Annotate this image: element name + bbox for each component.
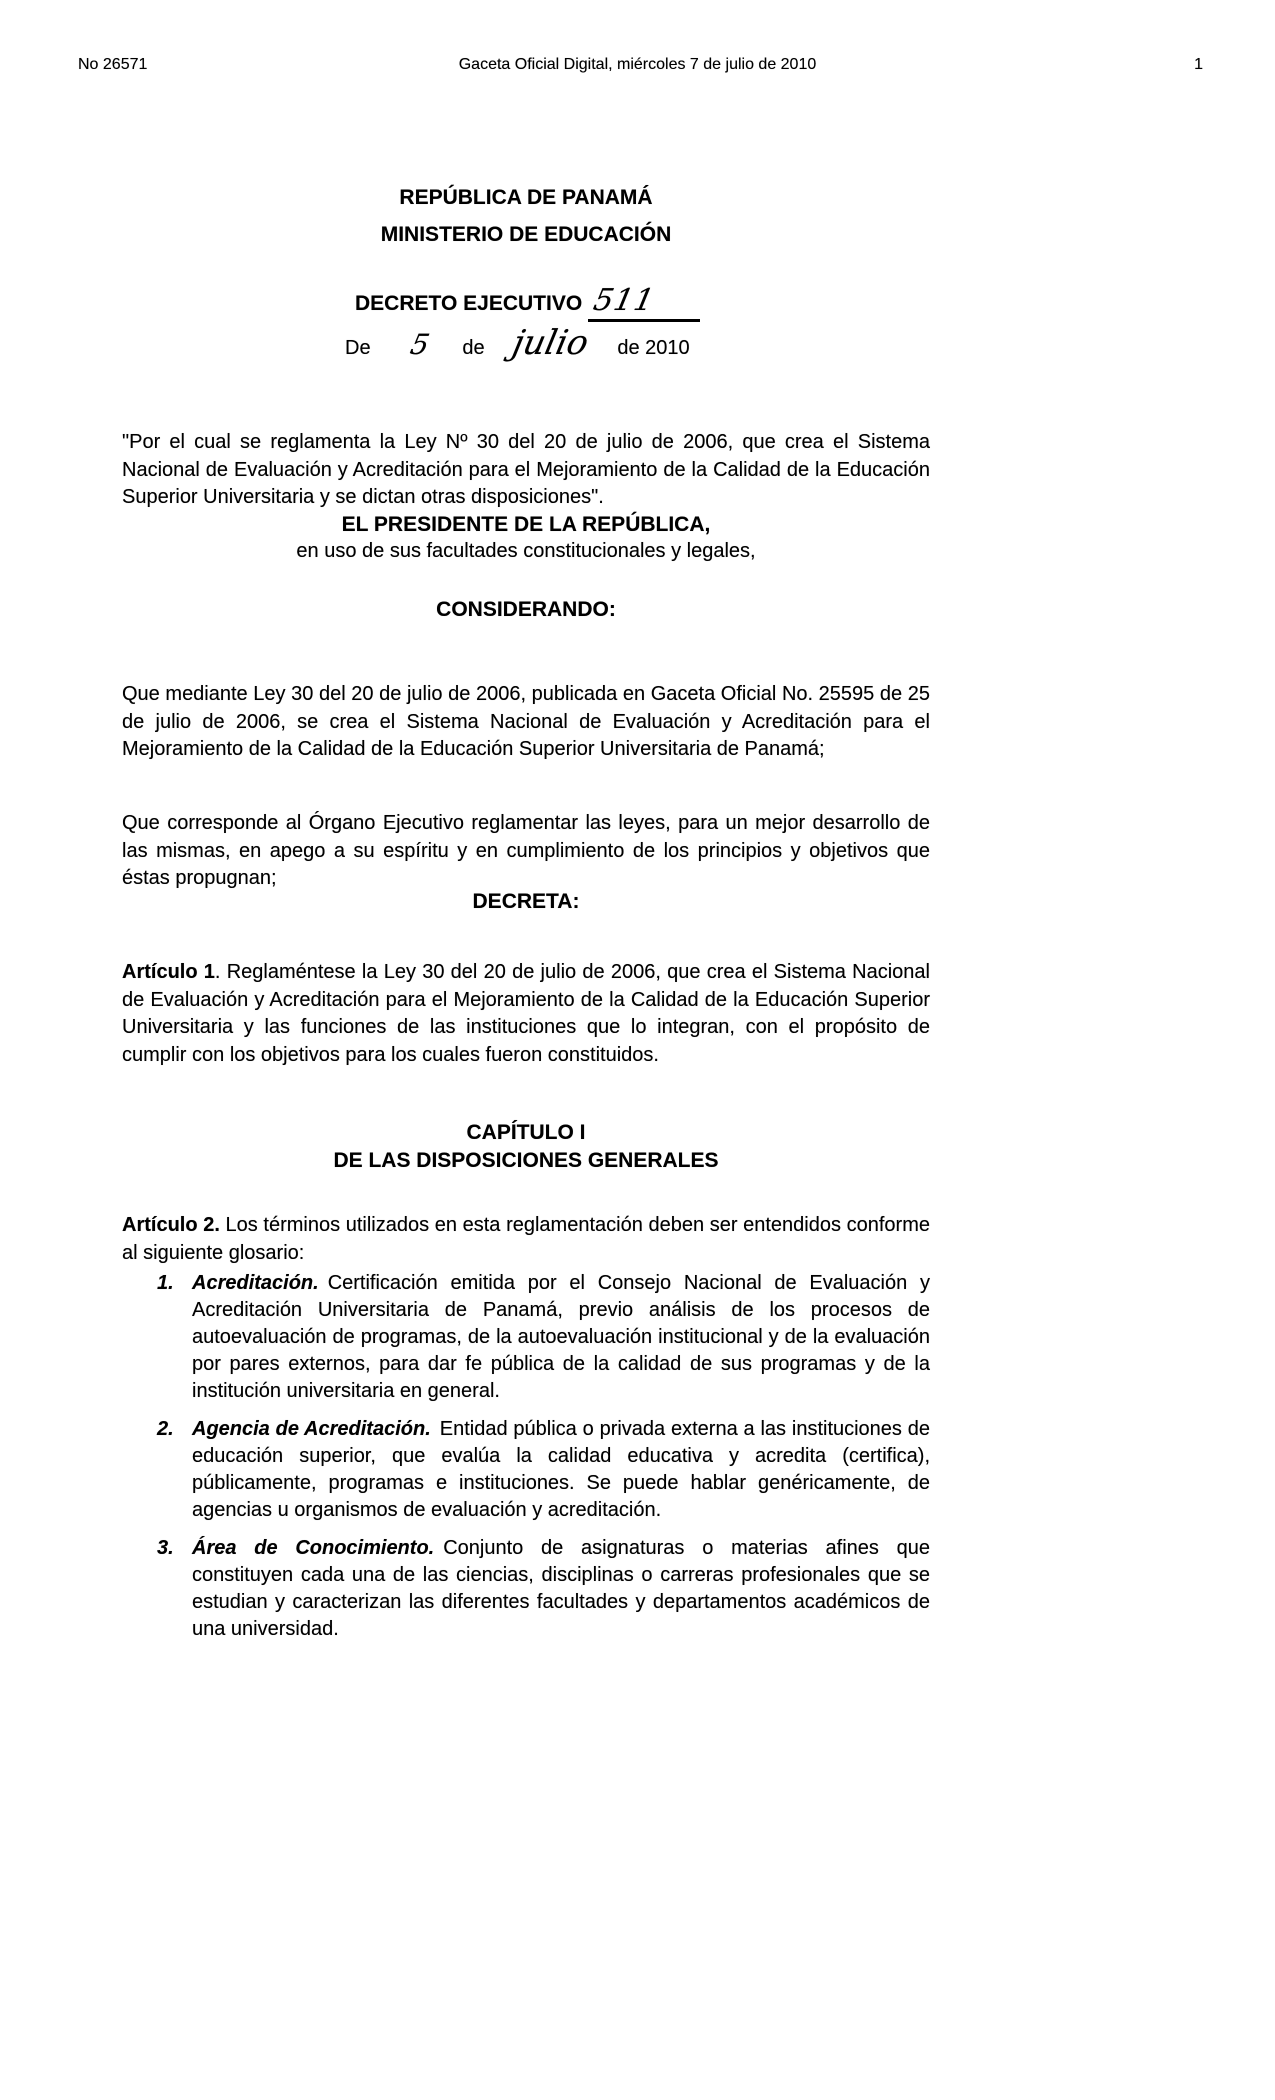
faculties-line: en uso de sus facultades constitucionales y legales, — [296, 540, 756, 562]
glossary-item — [157, 1270, 930, 1405]
chapter-number: CAPÍTULO I — [466, 1121, 586, 1144]
gazette-title: Gaceta Oficial Digital, miércoles 7 de julio de 2010 — [458, 56, 817, 73]
gazette-number: No 26571 — [78, 56, 148, 73]
glossary-term: Acreditación. — [192, 1272, 319, 1294]
glossary-term: Área de Conocimiento. — [192, 1537, 435, 1559]
articulo-1-label: Artículo 1 — [122, 961, 215, 983]
glossary-item — [157, 1416, 930, 1524]
decree-subject: "Por el cual se reglamenta la Ley Nº 30 del 20 de julio de 2006, que crea el Sistema Nacional de Evaluación y Acreditación para el Mejoramiento de la Calidad de la Educación Superior Universitaria y se dictan otras disposiciones". — [122, 431, 930, 508]
decree-number-handwritten: 511 — [590, 283, 659, 318]
glossary-item — [157, 1535, 930, 1643]
recital-paragraph: Que corresponde al Órgano Ejecutivo reglamentar las leyes, para un mejor desarrollo de las mismas, en apego a su espíritu y en cumplimiento de los principios y objetivos que éstas propugnan; — [122, 812, 930, 889]
articulo-2-paragraph — [122, 1212, 930, 1267]
date-prefix: De — [345, 337, 371, 359]
glossary-term: Agencia de Acreditación. — [192, 1418, 431, 1440]
decreta-heading: DECRETA: — [472, 890, 580, 913]
glossary-item-number: 1. — [157, 1272, 174, 1294]
letterhead-country: REPÚBLICA DE PANAMÁ — [399, 186, 653, 209]
glossary-list — [122, 1270, 930, 1654]
articulo-1-paragraph — [122, 959, 930, 1069]
glossary-item-body — [192, 1535, 930, 1643]
recital-paragraph: Que mediante Ley 30 del 20 de julio de 2006, publicada en Gaceta Oficial No. 25595 de 25 de julio de 2006, se crea el Sistema Nacional de Evaluación y Acreditación para el Mejoramiento de la Calidad de la Educación Superior Universitaria de Panamá; — [122, 683, 930, 760]
glossary-definition: Certificación emitida por el Consejo Nacional de Evaluación y Acreditación Universitaria de Panamá, previo análisis de los procesos de autoevaluación de programas, de la autoevaluación institucional y de la evaluación por pares externos, para dar fe pública de la calidad de sus programas y de la institución universitaria en general. — [192, 1272, 930, 1402]
decree-label: DECRETO EJECUTIVO — [355, 292, 583, 315]
glossary-item-number: 2. — [157, 1418, 174, 1440]
glossary-item-body — [192, 1270, 930, 1405]
articulo-1-text: . Reglaméntese la Ley 30 del 20 de julio de 2006, que crea el Sistema Nacional de Evaluación y Acreditación para el Mejoramiento de la Calidad de la Educación Superior Universitaria y las funciones de las instituciones que lo integran, con el propósito de cumplir con los objetivos para los cuales fueron constituidos. — [122, 961, 930, 1066]
date-suffix: de 2010 — [617, 337, 690, 359]
letterhead — [122, 179, 930, 253]
decree-title-line — [122, 283, 930, 318]
president-line: EL PRESIDENTE DE LA REPÚBLICA, — [341, 513, 711, 536]
authority-block — [122, 512, 930, 564]
articulo-2-text: Los términos utilizados en esta reglamentación deben ser entendidos conforme al siguiente glosario: — [122, 1214, 930, 1264]
glossary-item-number: 3. — [157, 1537, 174, 1559]
articulo-2-label: Artículo 2. — [122, 1214, 220, 1236]
decree-date-line — [122, 323, 930, 363]
considerando-heading: CONSIDERANDO: — [436, 598, 616, 621]
letterhead-ministry: MINISTERIO DE EDUCACIÓN — [380, 223, 672, 246]
chapter-heading — [122, 1119, 930, 1175]
page-number: 1 — [1194, 56, 1203, 73]
glossary-item-body — [192, 1416, 930, 1524]
glossary-definition: Entidad pública o privada externa a las instituciones de educación superior, que evalúa la calidad educativa y acredita (certifica), públicamente, programas e instituciones. Se puede hablar genéricamente, de agencias u organismos de evaluación y acreditación. — [192, 1418, 931, 1521]
day-handwritten: 5 — [407, 328, 432, 361]
chapter-title: DE LAS DISPOSICIONES GENERALES — [333, 1149, 719, 1172]
glossary-definition: Conjunto de asignaturas o materias afines que constituyen cada una de las ciencias, disciplinas o carreras profesionales que se estudian y caracterizan las diferentes facultades y departamentos académicos de una universidad. — [192, 1537, 931, 1640]
date-middle: de — [462, 337, 485, 359]
decree-number-underline — [588, 284, 700, 322]
month-handwritten: julio — [508, 323, 592, 363]
